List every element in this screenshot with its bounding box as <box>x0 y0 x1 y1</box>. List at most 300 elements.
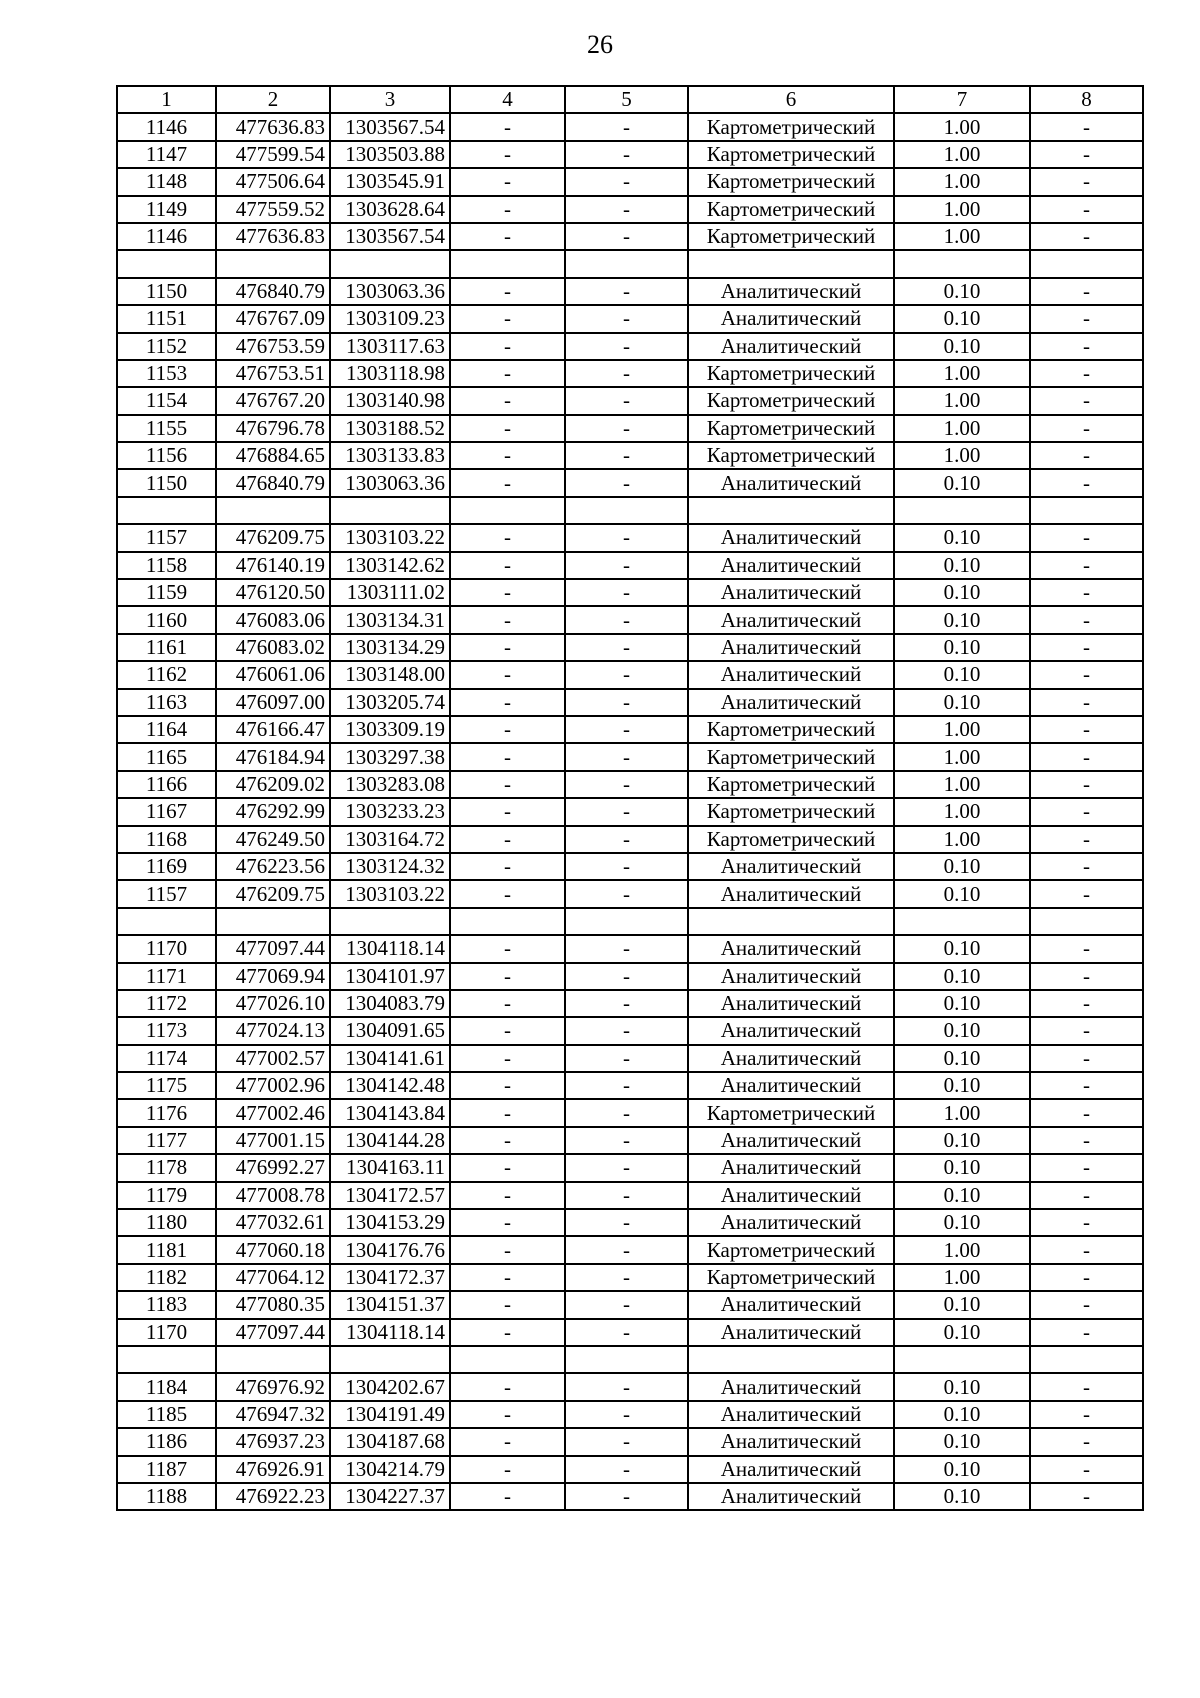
method-cell: Аналитический <box>688 1401 894 1428</box>
col-4-cell: - <box>450 606 565 633</box>
col-8-cell: - <box>1030 1456 1143 1483</box>
point-number-cell: 1157 <box>117 524 216 551</box>
x-coordinate-cell: 477060.18 <box>216 1236 330 1263</box>
point-number-cell: 1181 <box>117 1236 216 1263</box>
point-number-cell <box>117 908 216 935</box>
y-coordinate-cell: 1303103.22 <box>330 524 450 551</box>
header-cell-8: 8 <box>1030 86 1143 113</box>
table-row <box>117 415 1143 442</box>
point-number-cell: 1161 <box>117 634 216 661</box>
y-coordinate-cell: 1304202.67 <box>330 1373 450 1400</box>
y-coordinate-cell: 1303111.02 <box>330 579 450 606</box>
accuracy-cell: 0.10 <box>894 880 1030 907</box>
col-8-cell: - <box>1030 1291 1143 1318</box>
point-number-cell: 1179 <box>117 1182 216 1209</box>
col-4-cell: - <box>450 168 565 195</box>
table-row <box>117 1045 1143 1072</box>
col-5-cell: - <box>565 661 688 688</box>
col-8-cell: - <box>1030 1099 1143 1126</box>
method-cell: Аналитический <box>688 634 894 661</box>
x-coordinate-cell: 476292.99 <box>216 798 330 825</box>
accuracy-cell: 1.00 <box>894 141 1030 168</box>
table-row <box>117 880 1143 907</box>
col-5-cell: - <box>565 1236 688 1263</box>
accuracy-cell: 0.10 <box>894 1428 1030 1455</box>
col-4-cell: - <box>450 798 565 825</box>
table-row <box>117 387 1143 414</box>
x-coordinate-cell: 477097.44 <box>216 935 330 962</box>
y-coordinate-cell: 1303124.32 <box>330 853 450 880</box>
method-cell: Аналитический <box>688 579 894 606</box>
table-row <box>117 798 1143 825</box>
table-row <box>117 168 1143 195</box>
col-5-cell: - <box>565 1072 688 1099</box>
table-row <box>117 634 1143 661</box>
col-8-cell: - <box>1030 1127 1143 1154</box>
point-number-cell: 1175 <box>117 1072 216 1099</box>
y-coordinate-cell: 1303117.63 <box>330 333 450 360</box>
method-cell: Аналитический <box>688 1456 894 1483</box>
col-4-cell: - <box>450 278 565 305</box>
x-coordinate-cell: 477599.54 <box>216 141 330 168</box>
col-8-cell: - <box>1030 1319 1143 1346</box>
col-5-cell: - <box>565 1017 688 1044</box>
point-number-cell <box>117 1346 216 1373</box>
method-cell: Аналитический <box>688 1209 894 1236</box>
method-cell <box>688 497 894 524</box>
coordinates-table <box>116 85 1144 1511</box>
header-row <box>117 86 1143 113</box>
col-4-cell: - <box>450 661 565 688</box>
table-row <box>117 552 1143 579</box>
accuracy-cell: 0.10 <box>894 552 1030 579</box>
col-8-cell: - <box>1030 963 1143 990</box>
accuracy-cell: 0.10 <box>894 1154 1030 1181</box>
x-coordinate-cell: 476947.32 <box>216 1401 330 1428</box>
accuracy-cell: 0.10 <box>894 853 1030 880</box>
point-number-cell: 1174 <box>117 1045 216 1072</box>
col-4-cell: - <box>450 113 565 140</box>
point-number-cell: 1172 <box>117 990 216 1017</box>
col-5-cell: - <box>565 606 688 633</box>
accuracy-cell: 1.00 <box>894 743 1030 770</box>
col-8-cell: - <box>1030 606 1143 633</box>
method-cell: Аналитический <box>688 552 894 579</box>
table-row <box>117 935 1143 962</box>
x-coordinate-cell: 476249.50 <box>216 826 330 853</box>
table-body <box>117 113 1143 1510</box>
point-number-cell: 1148 <box>117 168 216 195</box>
method-cell: Аналитический <box>688 1127 894 1154</box>
col-8-cell: - <box>1030 1401 1143 1428</box>
col-4-cell: - <box>450 1483 565 1510</box>
x-coordinate-cell: 477001.15 <box>216 1127 330 1154</box>
accuracy-cell: 0.10 <box>894 634 1030 661</box>
header-cell-3: 3 <box>330 86 450 113</box>
col-4-cell: - <box>450 415 565 442</box>
y-coordinate-cell: 1304083.79 <box>330 990 450 1017</box>
col-4-cell: - <box>450 469 565 496</box>
point-number-cell: 1153 <box>117 360 216 387</box>
col-8-cell: - <box>1030 1373 1143 1400</box>
accuracy-cell: 1.00 <box>894 360 1030 387</box>
table-row <box>117 1099 1143 1126</box>
col-5-cell: - <box>565 141 688 168</box>
col-8-cell: - <box>1030 442 1143 469</box>
x-coordinate-cell: 477064.12 <box>216 1264 330 1291</box>
accuracy-cell: 0.10 <box>894 1017 1030 1044</box>
accuracy-cell: 0.10 <box>894 333 1030 360</box>
col-5-cell: - <box>565 1099 688 1126</box>
accuracy-cell: 0.10 <box>894 469 1030 496</box>
accuracy-cell: 0.10 <box>894 579 1030 606</box>
col-5-cell: - <box>565 853 688 880</box>
point-number-cell: 1155 <box>117 415 216 442</box>
method-cell: Аналитический <box>688 469 894 496</box>
accuracy-cell: 0.10 <box>894 935 1030 962</box>
x-coordinate-cell: 476209.75 <box>216 880 330 907</box>
col-8-cell <box>1030 908 1143 935</box>
method-cell: Картометрический <box>688 716 894 743</box>
point-number-cell: 1187 <box>117 1456 216 1483</box>
y-coordinate-cell: 1303503.88 <box>330 141 450 168</box>
method-cell: Картометрический <box>688 223 894 250</box>
x-coordinate-cell: 476184.94 <box>216 743 330 770</box>
col-5-cell: - <box>565 552 688 579</box>
col-4-cell: - <box>450 1264 565 1291</box>
table-row <box>117 524 1143 551</box>
accuracy-cell: 0.10 <box>894 963 1030 990</box>
col-4-cell: - <box>450 1209 565 1236</box>
method-cell <box>688 1346 894 1373</box>
col-5-cell: - <box>565 360 688 387</box>
method-cell: Аналитический <box>688 278 894 305</box>
col-4-cell: - <box>450 826 565 853</box>
col-8-cell: - <box>1030 223 1143 250</box>
col-5-cell: - <box>565 442 688 469</box>
accuracy-cell: 1.00 <box>894 442 1030 469</box>
point-number-cell: 1170 <box>117 935 216 962</box>
table-row <box>117 305 1143 332</box>
y-coordinate-cell: 1303103.22 <box>330 880 450 907</box>
col-5-cell: - <box>565 1483 688 1510</box>
table-row <box>117 1319 1143 1346</box>
accuracy-cell <box>894 908 1030 935</box>
point-number-cell: 1163 <box>117 689 216 716</box>
x-coordinate-cell: 477024.13 <box>216 1017 330 1044</box>
col-5-cell: - <box>565 1401 688 1428</box>
y-coordinate-cell: 1303118.98 <box>330 360 450 387</box>
col-8-cell: - <box>1030 415 1143 442</box>
accuracy-cell: 0.10 <box>894 524 1030 551</box>
separator-row <box>117 908 1143 935</box>
accuracy-cell: 1.00 <box>894 387 1030 414</box>
header-cell-7: 7 <box>894 86 1030 113</box>
col-8-cell: - <box>1030 1483 1143 1510</box>
table-row <box>117 223 1143 250</box>
method-cell <box>688 908 894 935</box>
col-4-cell: - <box>450 1373 565 1400</box>
table-row <box>117 442 1143 469</box>
col-8-cell: - <box>1030 743 1143 770</box>
x-coordinate-cell: 476209.02 <box>216 771 330 798</box>
col-8-cell: - <box>1030 826 1143 853</box>
x-coordinate-cell: 476767.20 <box>216 387 330 414</box>
method-cell: Аналитический <box>688 1291 894 1318</box>
accuracy-cell: 0.10 <box>894 661 1030 688</box>
accuracy-cell: 1.00 <box>894 716 1030 743</box>
col-8-cell: - <box>1030 853 1143 880</box>
point-number-cell: 1186 <box>117 1428 216 1455</box>
x-coordinate-cell: 477097.44 <box>216 1319 330 1346</box>
col-8-cell: - <box>1030 1182 1143 1209</box>
point-number-cell: 1146 <box>117 223 216 250</box>
col-5-cell: - <box>565 1154 688 1181</box>
col-5-cell: - <box>565 305 688 332</box>
table-row <box>117 1072 1143 1099</box>
accuracy-cell: 0.10 <box>894 1401 1030 1428</box>
col-8-cell: - <box>1030 771 1143 798</box>
x-coordinate-cell: 476937.23 <box>216 1428 330 1455</box>
point-number-cell: 1157 <box>117 880 216 907</box>
col-5-cell <box>565 1346 688 1373</box>
col-5-cell: - <box>565 579 688 606</box>
col-4-cell: - <box>450 524 565 551</box>
col-4-cell: - <box>450 387 565 414</box>
col-5-cell: - <box>565 278 688 305</box>
col-4-cell: - <box>450 1045 565 1072</box>
col-8-cell: - <box>1030 141 1143 168</box>
accuracy-cell: 0.10 <box>894 1319 1030 1346</box>
accuracy-cell: 0.10 <box>894 1127 1030 1154</box>
col-4-cell <box>450 908 565 935</box>
table-row <box>117 1127 1143 1154</box>
col-8-cell: - <box>1030 935 1143 962</box>
y-coordinate-cell: 1304118.14 <box>330 935 450 962</box>
col-5-cell: - <box>565 1373 688 1400</box>
point-number-cell: 1167 <box>117 798 216 825</box>
method-cell: Аналитический <box>688 1154 894 1181</box>
method-cell: Картометрический <box>688 826 894 853</box>
col-8-cell: - <box>1030 1072 1143 1099</box>
col-8-cell: - <box>1030 552 1143 579</box>
table-row <box>117 1428 1143 1455</box>
col-8-cell: - <box>1030 661 1143 688</box>
col-8-cell: - <box>1030 278 1143 305</box>
col-4-cell: - <box>450 935 565 962</box>
x-coordinate-cell: 477636.83 <box>216 223 330 250</box>
table-row <box>117 1182 1143 1209</box>
point-number-cell: 1173 <box>117 1017 216 1044</box>
method-cell: Картометрический <box>688 1099 894 1126</box>
x-coordinate-cell: 476922.23 <box>216 1483 330 1510</box>
col-4-cell <box>450 250 565 277</box>
y-coordinate-cell: 1304118.14 <box>330 1319 450 1346</box>
method-cell: Аналитический <box>688 1072 894 1099</box>
x-coordinate-cell: 477002.57 <box>216 1045 330 1072</box>
table-row <box>117 113 1143 140</box>
accuracy-cell: 0.10 <box>894 689 1030 716</box>
point-number-cell: 1146 <box>117 113 216 140</box>
y-coordinate-cell: 1304151.37 <box>330 1291 450 1318</box>
y-coordinate-cell: 1303309.19 <box>330 716 450 743</box>
point-number-cell: 1168 <box>117 826 216 853</box>
y-coordinate-cell <box>330 1346 450 1373</box>
col-4-cell: - <box>450 1401 565 1428</box>
col-8-cell: - <box>1030 990 1143 1017</box>
table-row <box>117 606 1143 633</box>
method-cell: Картометрический <box>688 442 894 469</box>
y-coordinate-cell: 1304191.49 <box>330 1401 450 1428</box>
header-cell-2: 2 <box>216 86 330 113</box>
y-coordinate-cell: 1304172.37 <box>330 1264 450 1291</box>
method-cell: Картометрический <box>688 798 894 825</box>
accuracy-cell: 0.10 <box>894 1045 1030 1072</box>
col-4-cell: - <box>450 689 565 716</box>
point-number-cell: 1149 <box>117 196 216 223</box>
col-8-cell: - <box>1030 579 1143 606</box>
col-5-cell: - <box>565 1127 688 1154</box>
col-5-cell: - <box>565 990 688 1017</box>
x-coordinate-cell: 476976.92 <box>216 1373 330 1400</box>
header-cell-4: 4 <box>450 86 565 113</box>
method-cell: Аналитический <box>688 689 894 716</box>
point-number-cell: 1160 <box>117 606 216 633</box>
accuracy-cell <box>894 497 1030 524</box>
table-row <box>117 1236 1143 1263</box>
x-coordinate-cell: 476166.47 <box>216 716 330 743</box>
col-4-cell: - <box>450 1291 565 1318</box>
col-8-cell: - <box>1030 798 1143 825</box>
col-5-cell: - <box>565 1291 688 1318</box>
col-4-cell <box>450 1346 565 1373</box>
y-coordinate-cell: 1304141.61 <box>330 1045 450 1072</box>
point-number-cell <box>117 497 216 524</box>
col-8-cell: - <box>1030 469 1143 496</box>
point-number-cell: 1147 <box>117 141 216 168</box>
col-5-cell: - <box>565 826 688 853</box>
y-coordinate-cell: 1304153.29 <box>330 1209 450 1236</box>
x-coordinate-cell: 476140.19 <box>216 552 330 579</box>
table-row <box>117 853 1143 880</box>
col-4-cell: - <box>450 223 565 250</box>
method-cell: Аналитический <box>688 1182 894 1209</box>
point-number-cell: 1154 <box>117 387 216 414</box>
point-number-cell: 1184 <box>117 1373 216 1400</box>
accuracy-cell: 0.10 <box>894 1072 1030 1099</box>
accuracy-cell: 1.00 <box>894 771 1030 798</box>
col-5-cell: - <box>565 689 688 716</box>
method-cell <box>688 250 894 277</box>
col-5-cell: - <box>565 1209 688 1236</box>
col-4-cell: - <box>450 963 565 990</box>
col-4-cell: - <box>450 1428 565 1455</box>
col-8-cell: - <box>1030 168 1143 195</box>
col-5-cell: - <box>565 196 688 223</box>
point-number-cell: 1169 <box>117 853 216 880</box>
y-coordinate-cell: 1304101.97 <box>330 963 450 990</box>
method-cell: Картометрический <box>688 743 894 770</box>
table-row <box>117 771 1143 798</box>
page-number: 26 <box>587 30 613 59</box>
y-coordinate-cell: 1303567.54 <box>330 223 450 250</box>
col-5-cell: - <box>565 1456 688 1483</box>
col-4-cell: - <box>450 1017 565 1044</box>
accuracy-cell: 1.00 <box>894 196 1030 223</box>
method-cell: Картометрический <box>688 1236 894 1263</box>
col-4-cell: - <box>450 333 565 360</box>
col-5-cell: - <box>565 415 688 442</box>
col-5-cell <box>565 497 688 524</box>
method-cell: Аналитический <box>688 661 894 688</box>
method-cell: Картометрический <box>688 168 894 195</box>
col-4-cell: - <box>450 1099 565 1126</box>
x-coordinate-cell: 476083.06 <box>216 606 330 633</box>
accuracy-cell: 1.00 <box>894 798 1030 825</box>
y-coordinate-cell <box>330 497 450 524</box>
method-cell: Аналитический <box>688 963 894 990</box>
col-5-cell: - <box>565 935 688 962</box>
accuracy-cell: 0.10 <box>894 1373 1030 1400</box>
y-coordinate-cell: 1303628.64 <box>330 196 450 223</box>
col-4-cell: - <box>450 990 565 1017</box>
method-cell: Картометрический <box>688 196 894 223</box>
col-4-cell: - <box>450 1182 565 1209</box>
separator-row <box>117 250 1143 277</box>
accuracy-cell: 0.10 <box>894 1182 1030 1209</box>
method-cell: Аналитический <box>688 1428 894 1455</box>
method-cell: Аналитический <box>688 1373 894 1400</box>
accuracy-cell: 1.00 <box>894 415 1030 442</box>
col-5-cell: - <box>565 1428 688 1455</box>
col-4-cell: - <box>450 196 565 223</box>
col-5-cell <box>565 250 688 277</box>
col-4-cell: - <box>450 771 565 798</box>
table-row <box>117 1017 1143 1044</box>
accuracy-cell: 1.00 <box>894 826 1030 853</box>
col-5-cell: - <box>565 1264 688 1291</box>
col-8-cell: - <box>1030 689 1143 716</box>
col-5-cell: - <box>565 1319 688 1346</box>
method-cell: Картометрический <box>688 141 894 168</box>
point-number-cell: 1159 <box>117 579 216 606</box>
y-coordinate-cell: 1303133.83 <box>330 442 450 469</box>
point-number-cell: 1164 <box>117 716 216 743</box>
accuracy-cell: 1.00 <box>894 1099 1030 1126</box>
method-cell: Аналитический <box>688 990 894 1017</box>
col-8-cell: - <box>1030 1209 1143 1236</box>
col-4-cell: - <box>450 1456 565 1483</box>
col-5-cell: - <box>565 716 688 743</box>
accuracy-cell <box>894 1346 1030 1373</box>
accuracy-cell: 0.10 <box>894 606 1030 633</box>
method-cell: Картометрический <box>688 415 894 442</box>
x-coordinate-cell: 477026.10 <box>216 990 330 1017</box>
col-4-cell: - <box>450 1154 565 1181</box>
accuracy-cell: 0.10 <box>894 278 1030 305</box>
x-coordinate-cell: 476083.02 <box>216 634 330 661</box>
col-8-cell: - <box>1030 333 1143 360</box>
x-coordinate-cell: 476992.27 <box>216 1154 330 1181</box>
point-number-cell: 1151 <box>117 305 216 332</box>
table-row <box>117 469 1143 496</box>
method-cell: Картометрический <box>688 771 894 798</box>
x-coordinate-cell <box>216 497 330 524</box>
method-cell: Аналитический <box>688 305 894 332</box>
table-row <box>117 716 1143 743</box>
accuracy-cell: 1.00 <box>894 168 1030 195</box>
y-coordinate-cell: 1304144.28 <box>330 1127 450 1154</box>
